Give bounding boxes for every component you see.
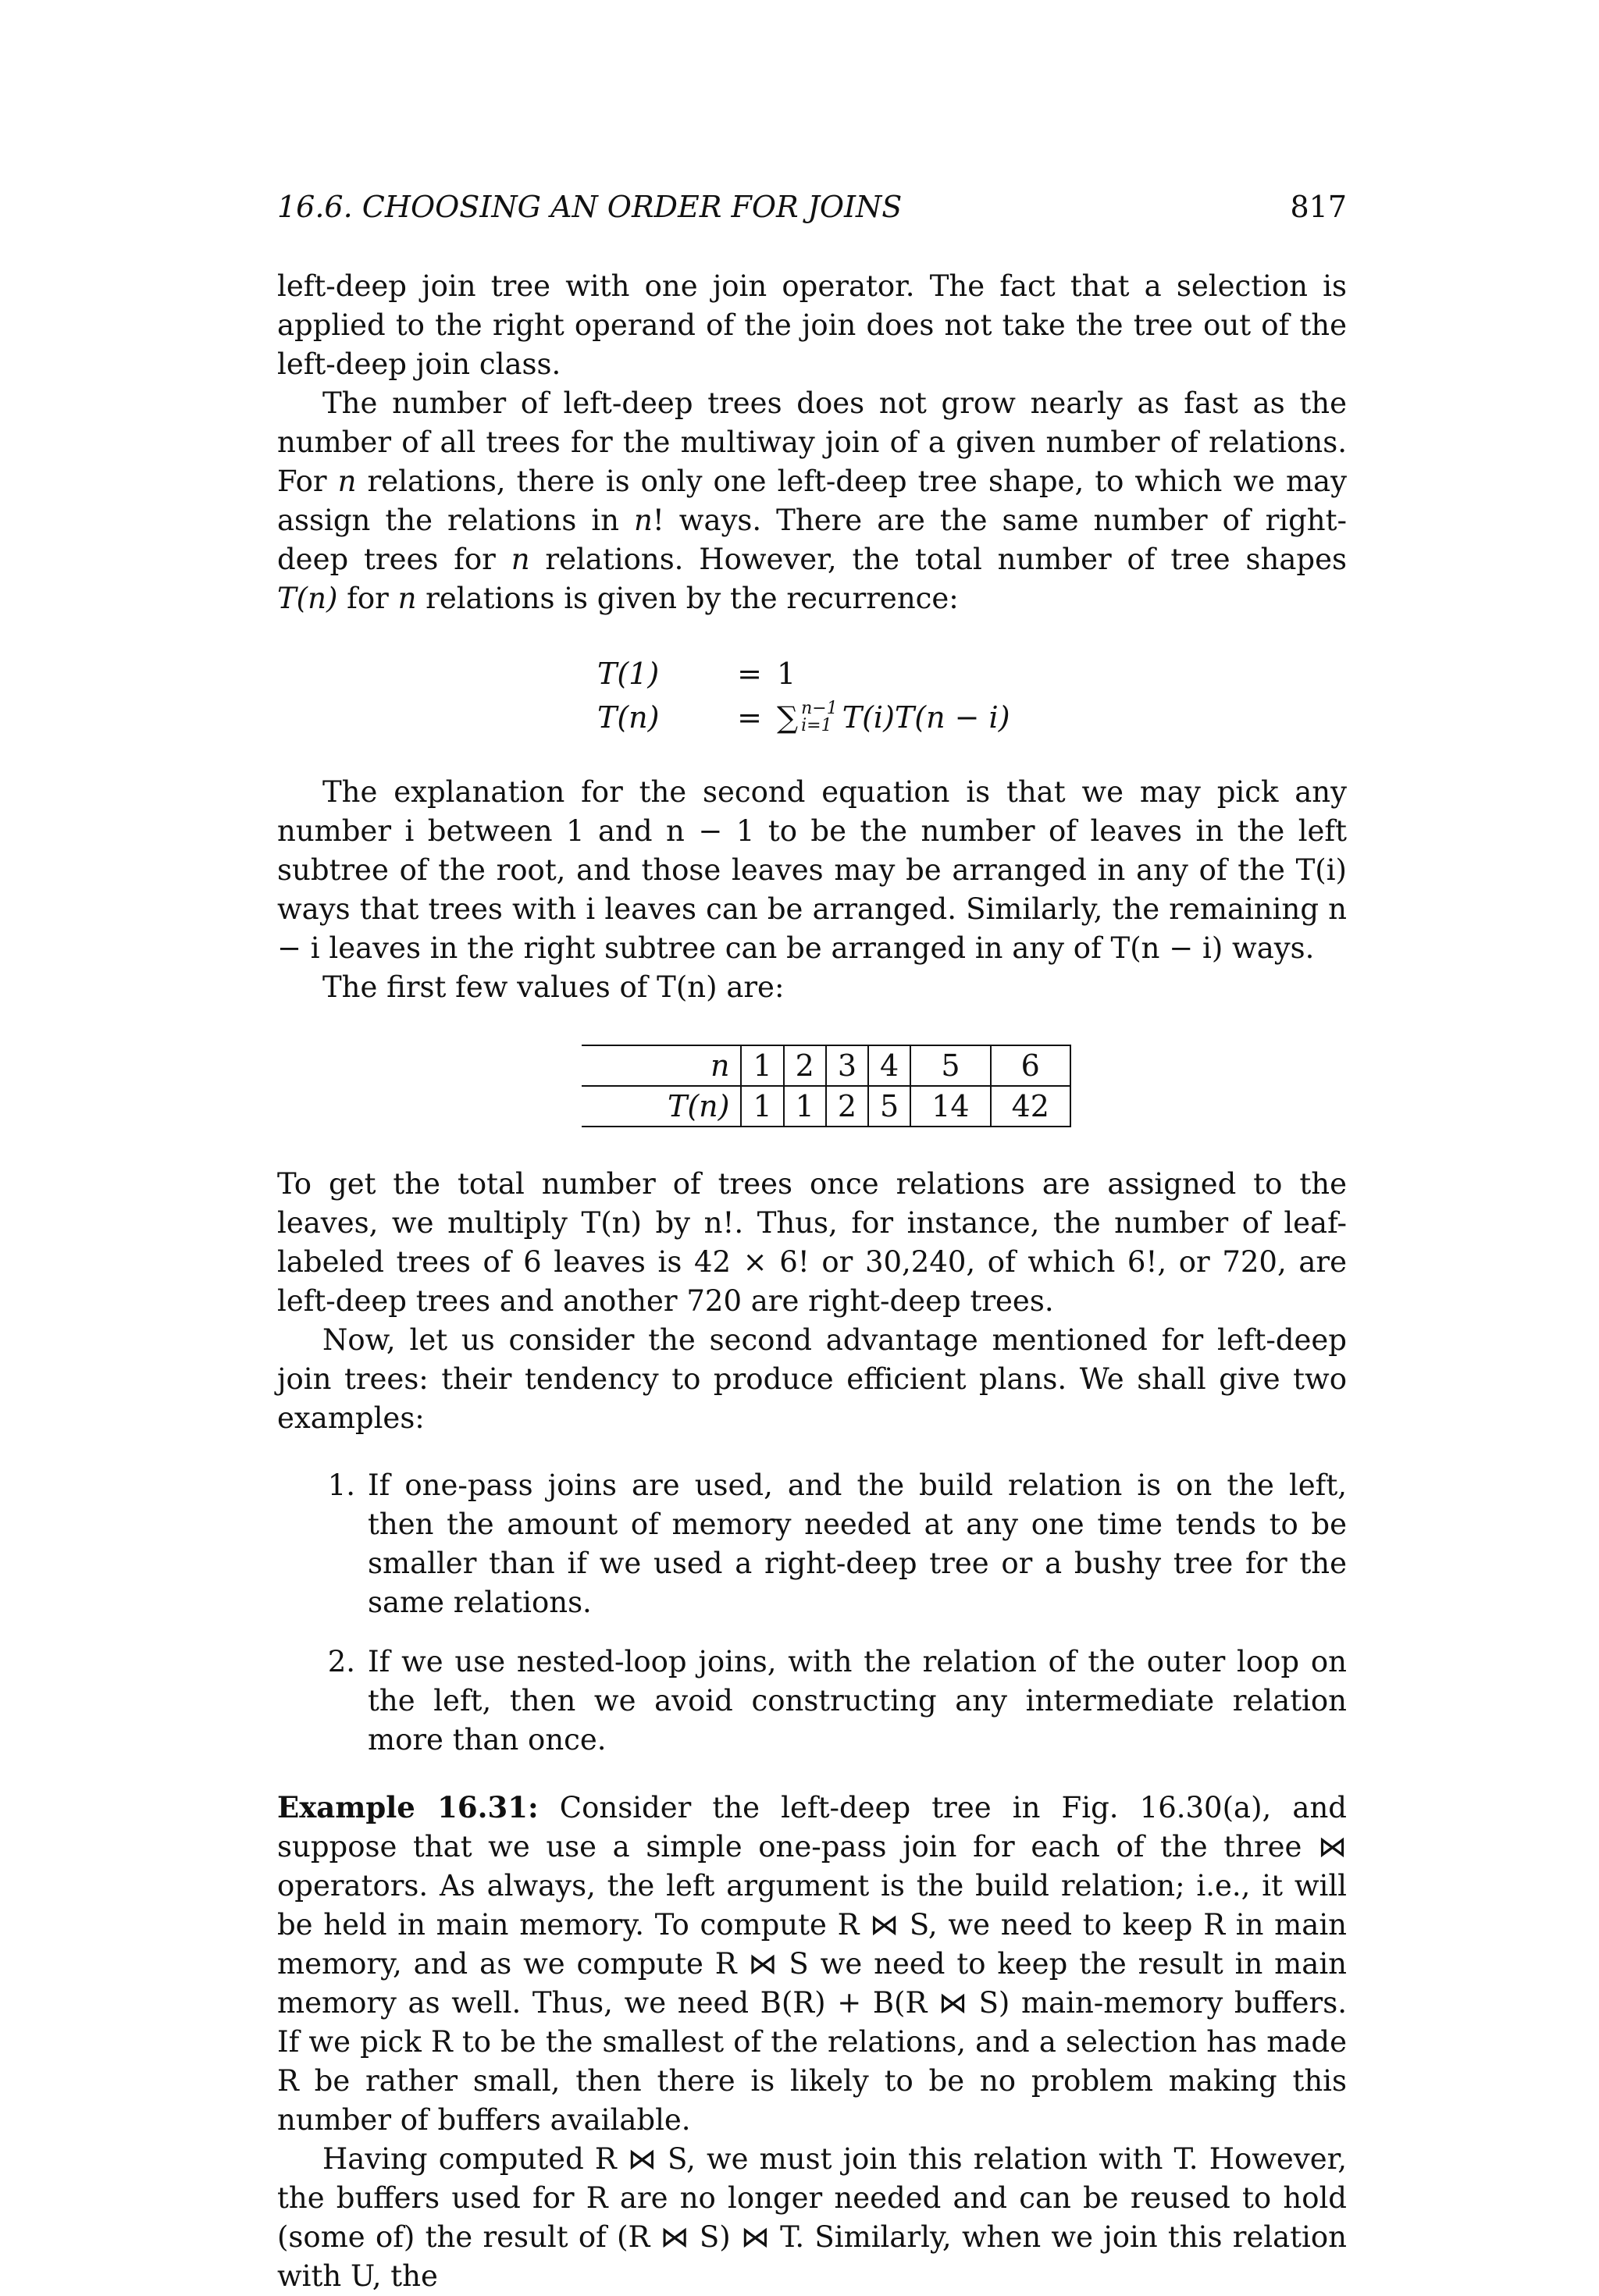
equals-sign: = xyxy=(737,700,762,735)
recurrence-equation xyxy=(597,653,1347,739)
section-title: 16.6. CHOOSING AN ORDER FOR JOINS xyxy=(277,190,903,224)
recurrence-rhs-2 xyxy=(777,696,1347,739)
row-label-n: n xyxy=(582,1045,741,1086)
example-paragraph xyxy=(277,1788,1347,2140)
paragraph-4: The first few values of T(n) are: xyxy=(322,970,785,1004)
table-cell: 1 xyxy=(784,1086,826,1127)
table-cell: 5 xyxy=(868,1086,910,1127)
page-number: 817 xyxy=(1290,190,1347,224)
page-body xyxy=(277,187,1347,2296)
table-cell: 2 xyxy=(826,1086,868,1127)
paragraph-2: The number of left-deep trees does not grow nearly as fast as the number of all trees for the multiway join of a given number of relations. For n relations, there is only one left-deep tree shape, to which we may assign the relations in n! ways. There are the same number of right-deep trees for n relations. However, the total number of tree shapes T(n) for n relations is given by the recurrence: xyxy=(277,386,1347,615)
sigma-bounds xyxy=(801,700,838,735)
paragraph-7: Having computed R ⋈ S, we must join this relation with T. However, the buffers used for R are no longer needed and can be reused to hold (some of) the result of (R ⋈ S) ⋈ T. Similarly, when we join this relation with U, the xyxy=(277,2142,1347,2293)
recurrence-lhs-1: T(1) xyxy=(597,657,660,691)
paragraph-3: The explanation for the second equation is that we may pick any number i between 1 and n − 1 to be the number of leaves in the left subtree of the root, and those leaves may be arranged in any of the T(i) ways that trees with i leaves can be arranged. Similarly, the remaining n − i leaves in the right subtree can be arranged in any of T(n − i) ways. xyxy=(277,775,1347,965)
paragraph-1: left-deep join tree with one join operator. The fact that a selection is applied to the right operand of the join does not take the tree out of the left-deep join class. xyxy=(277,269,1347,381)
list-text: If we use nested-loop joins, with the relation of the outer loop on the left, then we avoid constructing any intermediate relation more than once. xyxy=(368,1645,1347,1757)
row-label-tn: T(n) xyxy=(582,1086,741,1127)
table-row xyxy=(582,1086,1070,1127)
table-row xyxy=(582,1045,1070,1086)
advantages-list xyxy=(277,1466,1347,1760)
values-table xyxy=(582,1045,1071,1127)
list-text: If one-pass joins are used, and the build relation is on the left, then the amount of memory needed at any one time tends to be smaller than if we used a right-deep tree or a bushy tree for the same relations. xyxy=(368,1468,1347,1619)
example-label: Example 16.31: xyxy=(277,1790,539,1824)
sigma-lower: i=1 xyxy=(801,716,832,735)
table-cell: 3 xyxy=(826,1045,868,1086)
equals-sign: = xyxy=(737,657,762,691)
sum-term: T(i)T(n − i) xyxy=(842,700,1010,735)
list-item xyxy=(277,1466,1347,1622)
list-number: 2. xyxy=(327,1645,355,1678)
running-header xyxy=(277,187,1347,226)
table-cell: 4 xyxy=(868,1045,910,1086)
sigma-symbol: ∑ xyxy=(777,700,799,735)
table-cell: 14 xyxy=(910,1086,990,1127)
table-cell: 42 xyxy=(991,1086,1070,1127)
table-cell: 2 xyxy=(784,1045,826,1086)
list-number: 1. xyxy=(327,1468,355,1502)
table-cell: 5 xyxy=(910,1045,990,1086)
recurrence-lhs-2: T(n) xyxy=(597,700,660,735)
sigma-upper: n−1 xyxy=(801,699,838,718)
example-text: Consider the left-deep tree in Fig. 16.30(a), and suppose that we use a simple one-pass join for each of the three ⋈ operators. As always, the left argument is the build relation; i.e., it will be held in main memory. To compute R ⋈ S, we need to keep R in main memory, and as we compute R ⋈ S we need to keep the result in main memory as well. Thus, we need B(R) + B(R ⋈ S) main-memory buffers. If we pick R to be the smallest of the relations, and a selection has made R be rather small, then there is likely to be no problem making this number of buffers available. xyxy=(277,1791,1347,2137)
table-cell: 6 xyxy=(991,1045,1070,1086)
table-cell: 1 xyxy=(741,1086,783,1127)
paragraph-5: To get the total number of trees once relations are assigned to the leaves, we multiply T(n) by n!. Thus, for instance, the number of leaf-labeled trees of 6 leaves is 42 × 6! or 30,240, of which 6!, or 720, are left-deep trees and another 720 are right-deep trees. xyxy=(277,1167,1347,1318)
paragraph-6: Now, let us consider the second advantage mentioned for left-deep join trees: their tendency to produce efficient plans. We shall give two examples: xyxy=(277,1323,1347,1435)
recurrence-rhs-1: 1 xyxy=(777,657,796,691)
table-cell: 1 xyxy=(741,1045,783,1086)
list-item xyxy=(277,1643,1347,1760)
